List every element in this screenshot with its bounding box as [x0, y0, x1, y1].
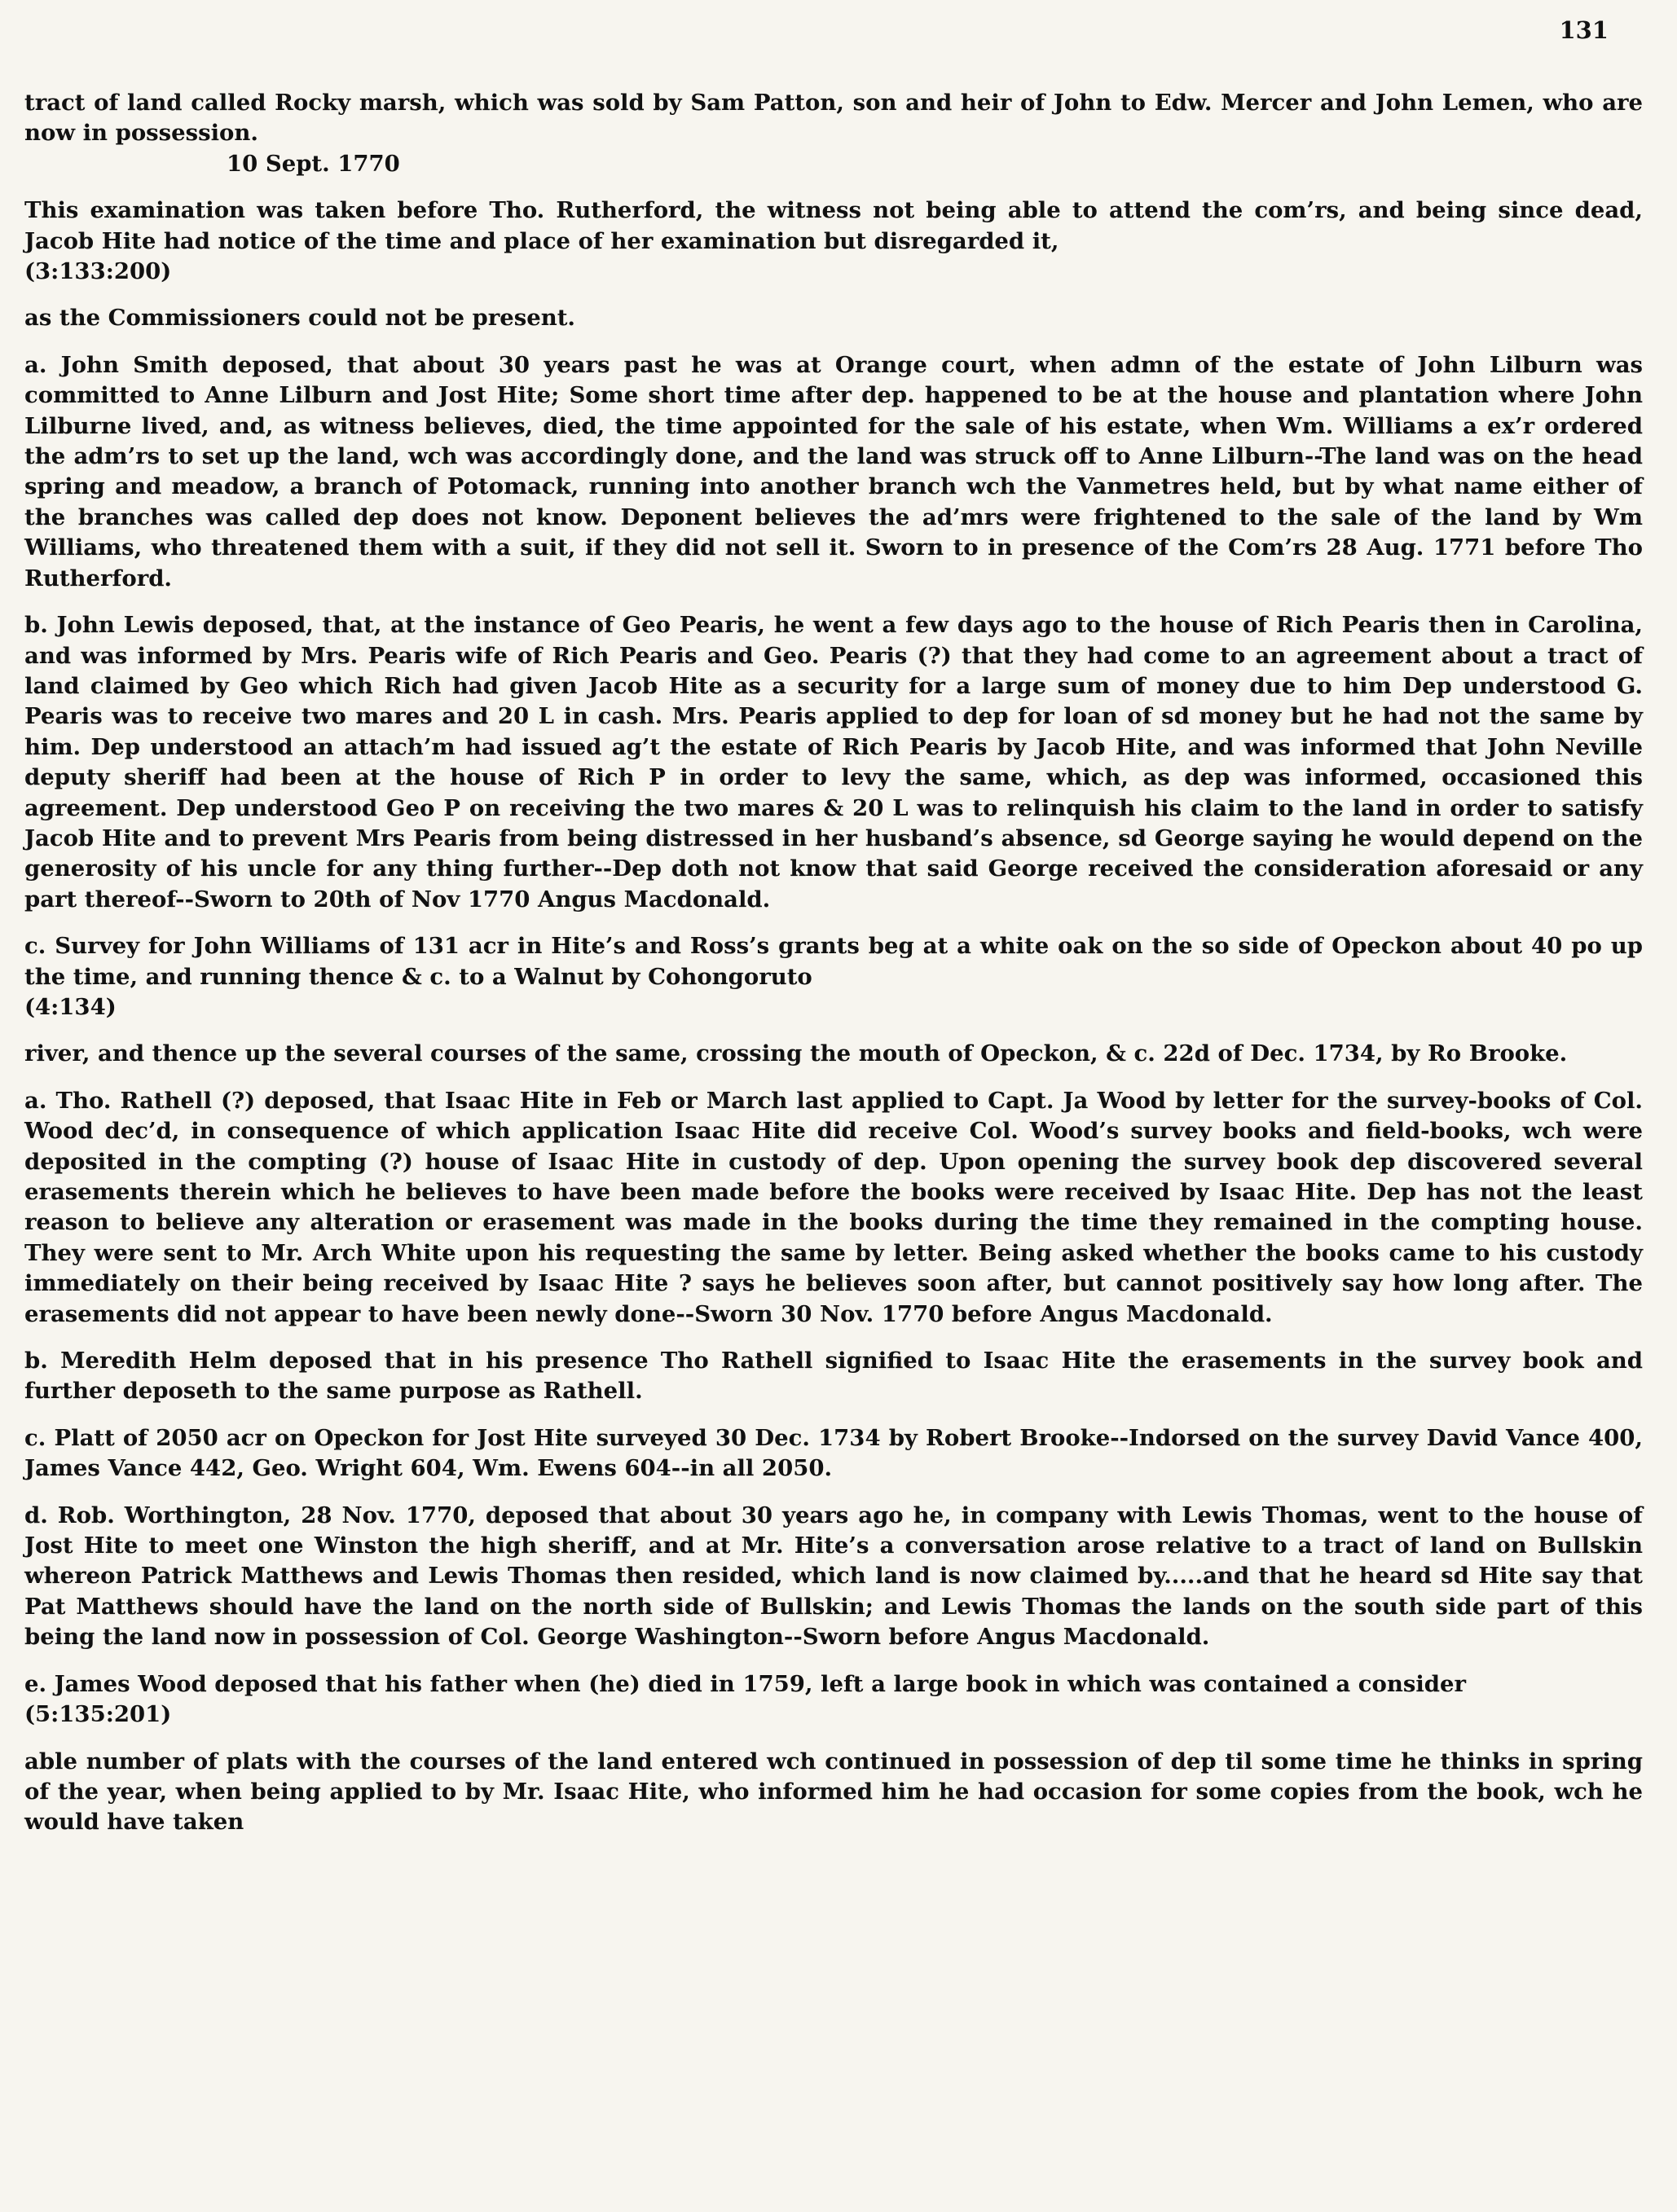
page-number: 131: [1559, 16, 1609, 44]
date-line: 10 Sept. 1770: [227, 150, 400, 177]
paragraph-deposition-helm: b. Meredith Helm deposed that in his presence Tho Rathell signified to Isaac Hite the erasements in the survey book and further deposeth to the same purpose as Rathell.: [24, 1348, 1643, 1405]
paragraph-deposition-worthington: d. Rob. Worthington, 28 Nov. 1770, deposed that about 30 years ago he, in company with Lewis Thomas, went to the house of Jost Hite to meet one Winston the high sheriff, and at Mr. Hite’s a conversation arose relative to a tract of land on Bullskin whereon Patrick Matthews and Lewis Thomas then resided, which land is now claimed by.....and that he heard sd Hite say that Pat Matthews should have the land on the north side of Bullskin; and Lewis Thomas the lands on the south side part of this being the land now in possession of Col. George Washington--Sworn before Angus Macdonald.: [24, 1502, 1643, 1651]
paragraph-platt-opeckon: c. Platt of 2050 acr on Opeckon for Jost Hite surveyed 30 Dec. 1734 by Robert Brooke--Indorsed on the survey David Vance 400, James Vance 442, Geo. Wright 604, Wm. Ewens 604--in all 2050.: [24, 1424, 1643, 1482]
paragraph-river-course: river, and thence up the several courses of the same, crossing the mouth of Opeckon, & c. 22d of Dec. 1734, by Ro Brooke.: [24, 1040, 1568, 1067]
paragraph-deposition-wood: e. James Wood deposed that his father when (he) died in 1759, left a large book in which was contained a consider: [24, 1670, 1466, 1697]
paragraph-continuation: tract of land called Rocky marsh, which was sold by Sam Patton, son and heir of John to Edw. Mercer and John Lemen, who are now in possession.: [24, 90, 1643, 147]
page-reference: (3:133:200): [24, 258, 172, 285]
paragraph-deposition-smith: a. John Smith deposed, that about 30 years past he was at Orange court, when admn of the estate of John Lilburn was committed to Anne Lilburn and Jost Hite; Some short time after dep. happened to be at the house and plantation where John Lilburne lived, and, as witness believes, died, the time appointed for the sale of his estate, when Wm. Williams a ex’r ordered the adm’rs to set up the land, wch was accordingly done, and the land was struck off to Anne Lilburn--The land was on the head spring and meadow, a branch of Potomack, running into another branch wch the Vanmetres held, but by what name either of the branches was called dep does not know. Deponent believes the ad’mrs were frightened to the sale of the land by Wm Williams, who threatened them with a suit, if they did not sell it. Sworn to in presence of the Com’rs 28 Aug. 1771 before Tho Rutherford.: [24, 351, 1643, 591]
paragraph-commissioners: as the Commissioners could not be present.: [24, 305, 576, 332]
paragraph-continuation-end: able number of plats with the courses of the land entered wch continued in possession of dep til some time he thinks in spring of the year, when being applied to by Mr. Isaac Hite, who informed him he had occasion for some copies from the book, wch he would have taken: [24, 1748, 1643, 1836]
page-reference: (4:134): [24, 993, 117, 1020]
paragraph-survey-williams: c. Survey for John Williams of 131 acr in Hite’s and Ross’s grants beg at a white oak on the so side of Opeckon about 40 po up the time, and running thence & c. to a Walnut by Cohongoruto: [24, 933, 1643, 990]
page-reference: (5:135:201): [24, 1701, 172, 1728]
paragraph-deposition-rathell: a. Tho. Rathell (?) deposed, that Isaac Hite in Feb or March last applied to Capt. Ja Wood by letter for the survey-books of Col. Wood dec’d, in consequence of which application Isaac Hite did receive Col. Wood’s survey books and field-books, wch were deposited in the compting (?) house of Isaac Hite in custody of dep. Upon opening the survey book dep discovered several erasements therein which he believes to have been made before the books were received by Isaac Hite. Dep has not the least reason to believe any alteration or erasement was made in the books during the time they remained in the compting house. They were sent to Mr. Arch White upon his requesting the same by letter. Being asked whether the books came to his custody immediately on their being received by Isaac Hite ? says he believes soon after, but cannot positively say how long after. The erasements did not appear to have been newly done--Sworn 30 Nov. 1770 before Angus Macdonald.: [24, 1087, 1643, 1327]
paragraph-examination-note: This examination was taken before Tho. Rutherford, the witness not being able to attend the com’rs, and being since dead, Jacob Hite had notice of the time and place of her examination but disregarded it,: [24, 197, 1643, 254]
paragraph-deposition-lewis: b. John Lewis deposed, that, at the instance of Geo Pearis, he went a few days ago to the house of Rich Pearis then in Carolina, and was informed by Mrs. Pearis wife of Rich Pearis and Geo. Pearis (?) that they had come to an agreement about a tract of land claimed by Geo which Rich had given Jacob Hite as a security for a large sum of money due to him Dep understood G. Pearis was to receive two mares and 20 L in cash. Mrs. Pearis applied to dep for loan of sd money but he had not the same by him. Dep understood an attach’m had issued ag’t the estate of Rich Pearis by Jacob Hite, and was informed that John Neville deputy sheriff had been at the house of Rich P in order to levy the same, which, as dep was informed, occasioned this agreement. Dep understood Geo P on receiving the two mares & 20 L was to relinquish his claim to the land in order to satisfy Jacob Hite and to prevent Mrs Pearis from being distressed in her husband’s absence, sd George saying he would depend on the generosity of his uncle for any thing further--Dep doth not know that said George received the consideration aforesaid or any part thereof--Sworn to 20th of Nov 1770 Angus Macdonald.: [24, 612, 1643, 913]
document-body: [24, 88, 1643, 1838]
